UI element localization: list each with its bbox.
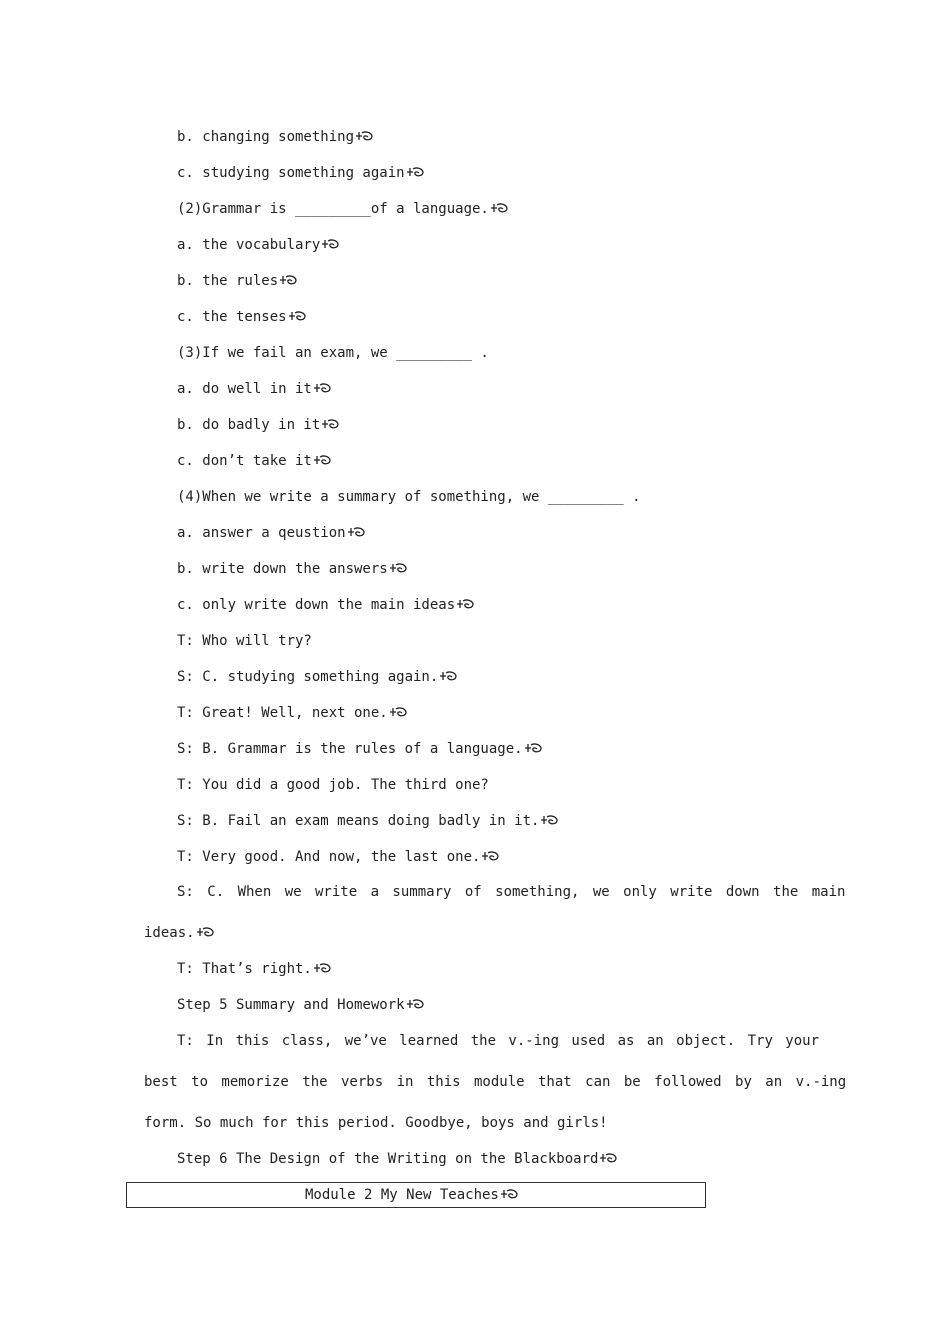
option-line bbox=[177, 451, 331, 471]
line-text: (2)Grammar is _________of a language. bbox=[177, 201, 489, 217]
paragraph-mark-icon bbox=[347, 526, 365, 538]
paragraph-mark-icon bbox=[279, 274, 297, 286]
question-line bbox=[177, 199, 508, 219]
paragraph-mark-icon bbox=[196, 926, 214, 938]
paragraph-mark-icon bbox=[313, 382, 331, 394]
step-heading bbox=[177, 1149, 617, 1169]
line-text: S: C. studying something again. bbox=[177, 669, 439, 685]
line-text: S: B. Grammar is the rules of a language. bbox=[177, 741, 523, 757]
option-line bbox=[177, 559, 407, 579]
paragraph-mark-icon bbox=[355, 130, 373, 142]
line-text: b. changing something bbox=[177, 129, 355, 145]
line-text: S: B. Fail an exam means doing badly in it. bbox=[177, 813, 540, 829]
line-text: b. write down the answers bbox=[177, 561, 388, 577]
paragraph-mark-icon bbox=[456, 598, 474, 610]
dialogue-line bbox=[177, 631, 312, 651]
line-text: T: You did a good job. The third one? bbox=[177, 777, 489, 793]
line-text: (4)When we write a summary of something, we _________ . bbox=[177, 489, 641, 505]
option-line bbox=[177, 523, 365, 543]
dialogue-line bbox=[177, 739, 542, 759]
dialogue-line-continued bbox=[144, 923, 214, 943]
option-line bbox=[177, 415, 339, 435]
line-text: S: C. When we write a summary of something, we only write down the main bbox=[177, 884, 846, 900]
paragraph-mark-icon bbox=[321, 418, 339, 430]
option-line bbox=[177, 307, 306, 327]
paragraph-mark-icon bbox=[389, 562, 407, 574]
line-text: Step 6 The Design of the Writing on the Blackboard bbox=[177, 1151, 599, 1167]
paragraph-line bbox=[144, 1072, 846, 1092]
paragraph-mark-icon bbox=[524, 742, 542, 754]
dialogue-line bbox=[177, 703, 407, 723]
paragraph-mark-icon bbox=[540, 814, 558, 826]
line-text: c. don’t take it bbox=[177, 453, 312, 469]
line-text: T: Who will try? bbox=[177, 633, 312, 649]
option-line bbox=[177, 127, 373, 147]
paragraph-mark-icon bbox=[406, 998, 424, 1010]
paragraph-mark-icon bbox=[313, 962, 331, 974]
line-text: a. the vocabulary bbox=[177, 237, 321, 253]
paragraph-mark-icon bbox=[490, 202, 508, 214]
line-text: c. only write down the main ideas bbox=[177, 597, 456, 613]
option-line bbox=[177, 271, 297, 291]
paragraph-mark-icon bbox=[406, 166, 424, 178]
paragraph-mark-icon bbox=[481, 850, 499, 862]
paragraph-line bbox=[177, 1031, 819, 1051]
paragraph-mark-icon bbox=[288, 310, 306, 322]
line-text: T: Great! Well, next one. bbox=[177, 705, 388, 721]
line-text: Step 5 Summary and Homework bbox=[177, 997, 405, 1013]
paragraph-mark-icon bbox=[389, 706, 407, 718]
line-text: T: That’s right. bbox=[177, 961, 312, 977]
paragraph-mark-icon bbox=[313, 454, 331, 466]
line-text: a. do well in it bbox=[177, 381, 312, 397]
line-text: c. the tenses bbox=[177, 309, 287, 325]
question-line bbox=[177, 487, 641, 507]
blackboard-title-text: Module 2 My New Teaches bbox=[305, 1187, 499, 1203]
step-heading bbox=[177, 995, 424, 1015]
blackboard-title-box bbox=[126, 1182, 706, 1208]
dialogue-line bbox=[177, 775, 489, 795]
option-line bbox=[177, 235, 339, 255]
line-text: best to memorize the verbs in this module that can be followed by an v.-ing bbox=[144, 1074, 847, 1090]
paragraph-mark-icon bbox=[321, 238, 339, 250]
option-line bbox=[177, 379, 331, 399]
line-text: a. answer a qeustion bbox=[177, 525, 346, 541]
dialogue-line bbox=[177, 811, 558, 831]
line-text: c. studying something again bbox=[177, 165, 405, 181]
question-line bbox=[177, 343, 489, 363]
dialogue-line bbox=[177, 847, 499, 867]
paragraph-mark-icon bbox=[599, 1152, 617, 1164]
option-line bbox=[177, 595, 474, 615]
line-text: T: Very good. And now, the last one. bbox=[177, 849, 481, 865]
line-text: T: In this class, we’ve learned the v.-ing used as an object. Try your bbox=[177, 1033, 820, 1049]
line-text: b. do badly in it bbox=[177, 417, 321, 433]
option-line bbox=[177, 163, 424, 183]
line-text: b. the rules bbox=[177, 273, 279, 289]
line-text: form. So much for this period. Goodbye, boys and girls! bbox=[144, 1115, 608, 1131]
paragraph-mark-icon bbox=[439, 670, 457, 682]
dialogue-line bbox=[177, 959, 331, 979]
paragraph-line bbox=[144, 1113, 608, 1133]
blackboard-title bbox=[305, 1183, 518, 1207]
dialogue-line bbox=[177, 667, 457, 687]
dialogue-line bbox=[177, 882, 845, 902]
line-text: ideas. bbox=[144, 925, 195, 941]
paragraph-mark-icon bbox=[500, 1188, 518, 1200]
line-text: (3)If we fail an exam, we _________ . bbox=[177, 345, 489, 361]
